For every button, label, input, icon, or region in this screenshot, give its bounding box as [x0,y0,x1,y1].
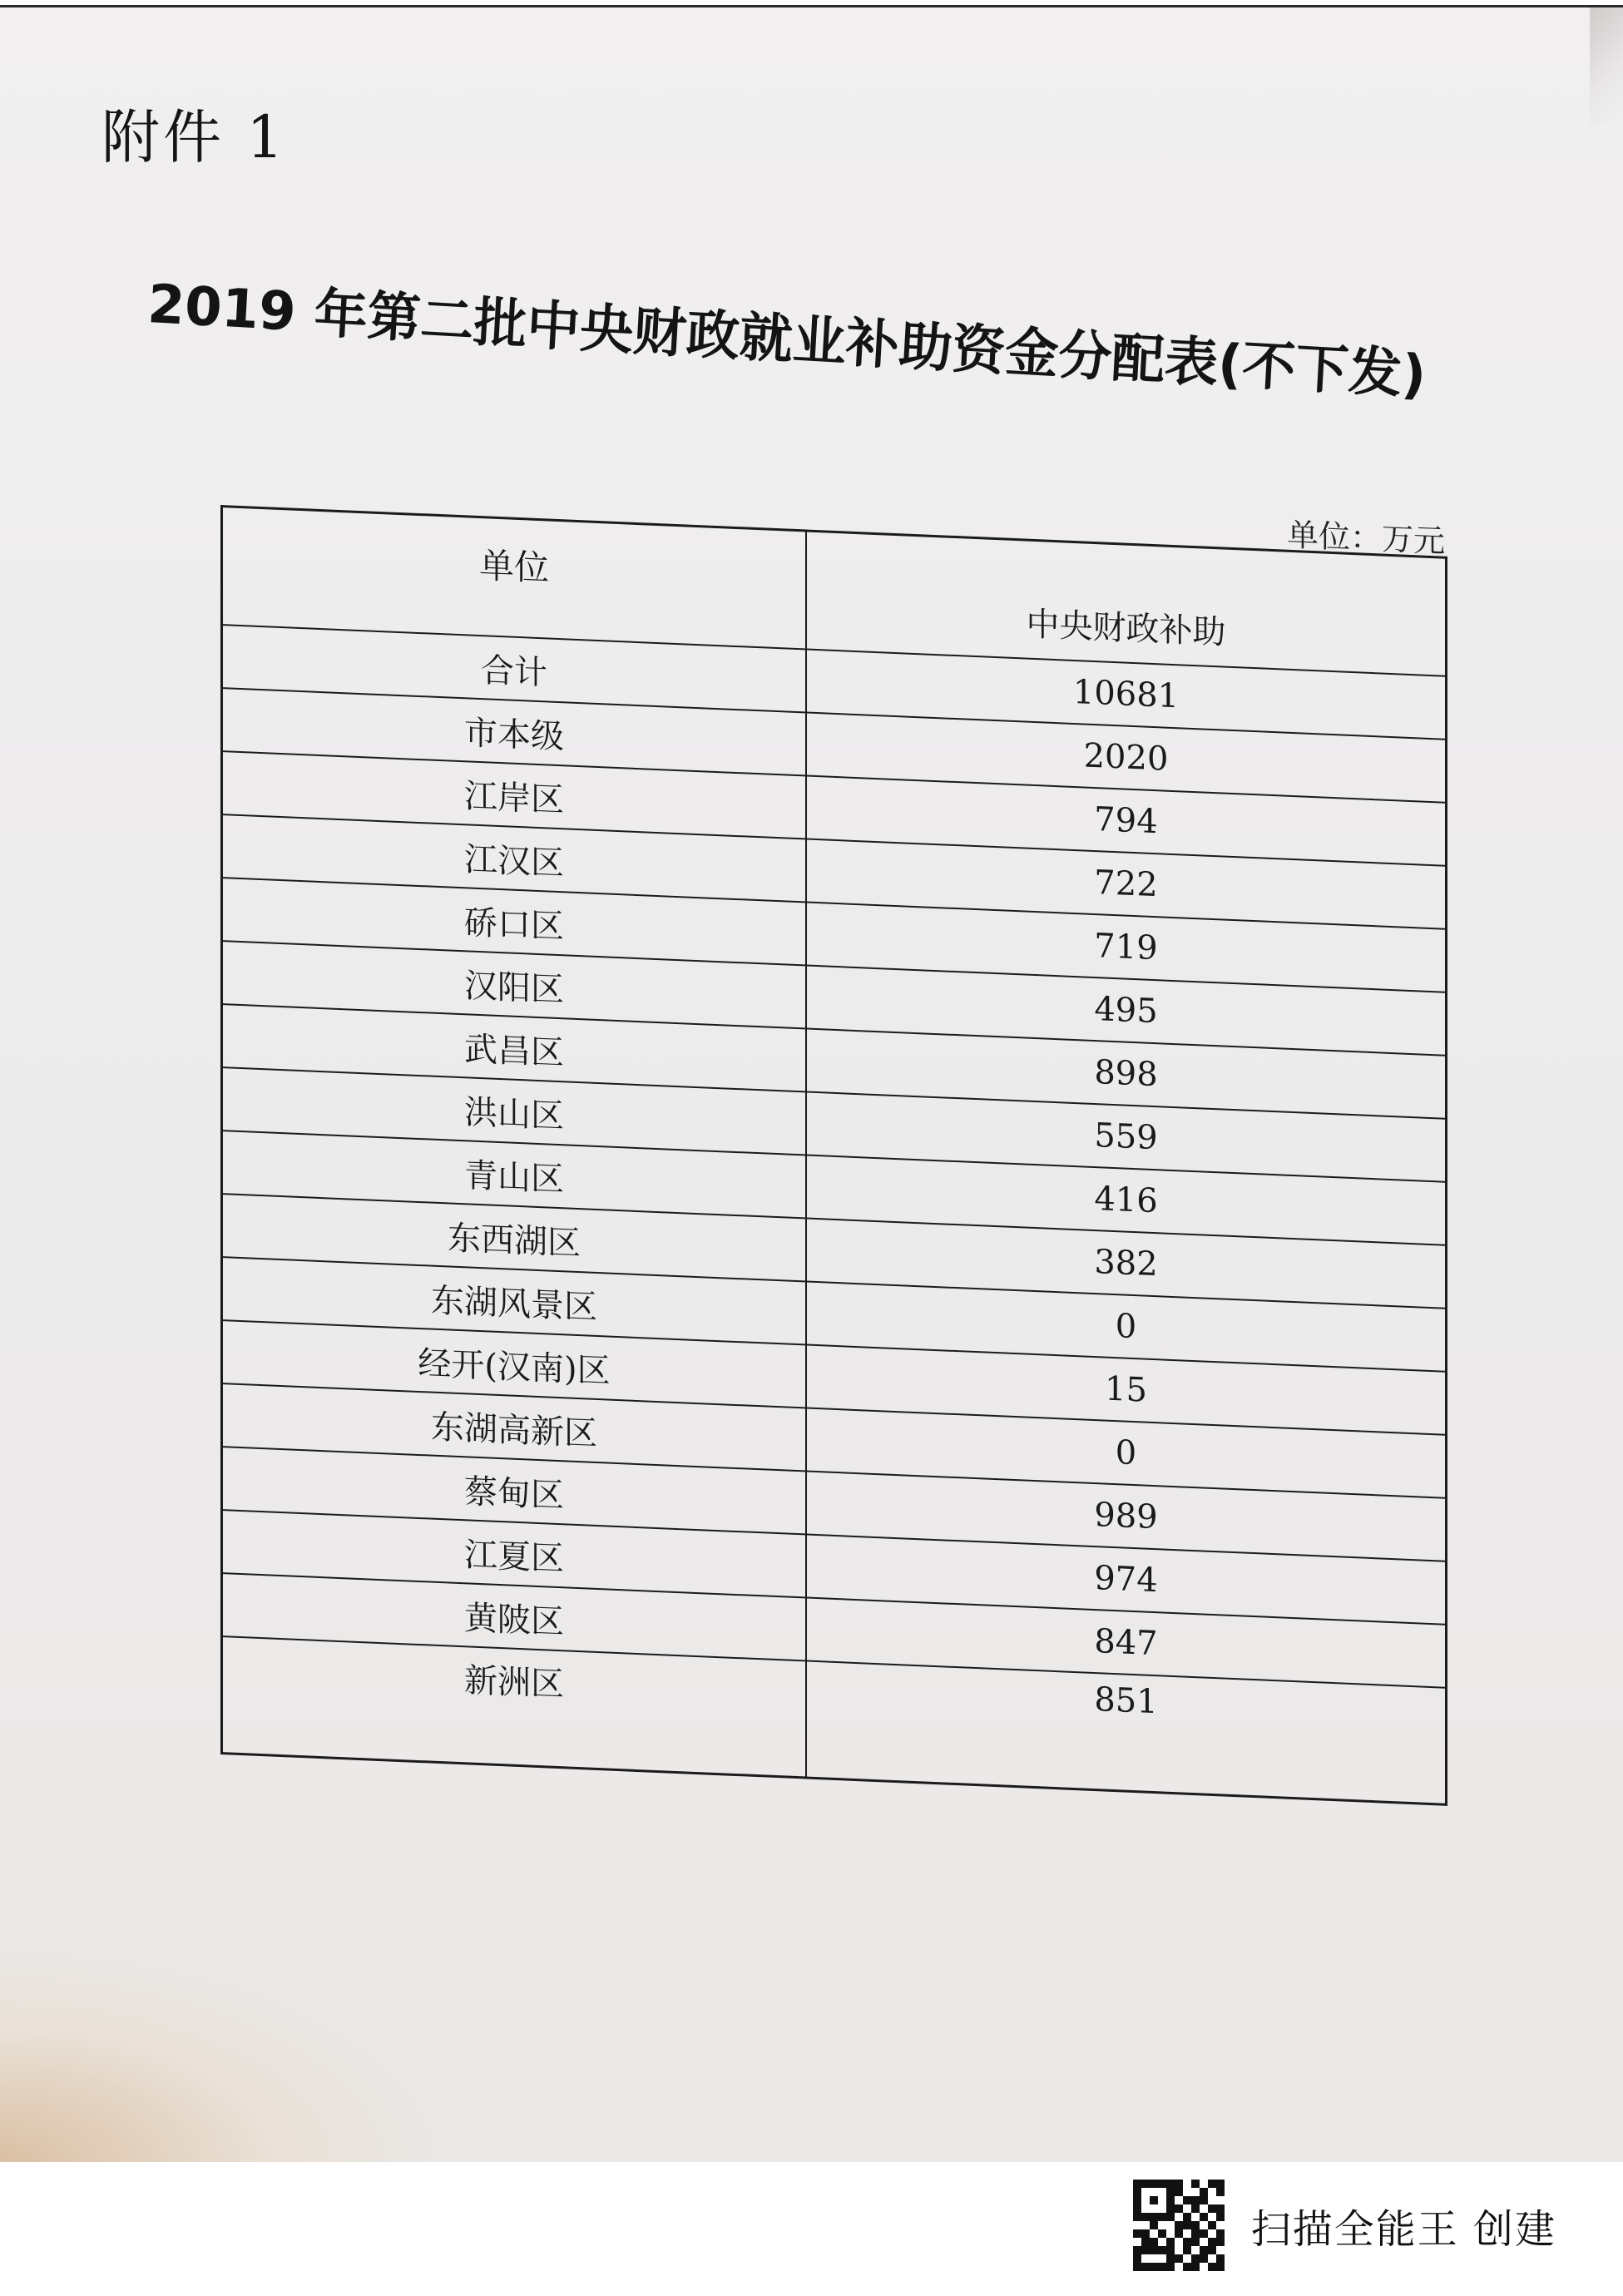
unit-cell: 市本级 [222,688,807,775]
unit-cell: 江岸区 [222,751,807,839]
amount-cell: 2020 [806,713,1447,803]
amount-cell: 847 [806,1598,1447,1688]
unit-cell: 黄陂区 [222,1573,807,1660]
amount-cell: 10681 [806,650,1447,740]
unit-cell: 东西湖区 [222,1194,807,1281]
unit-cell: 洪山区 [222,1067,807,1155]
unit-cell: 蔡甸区 [222,1447,807,1534]
scanner-text: 扫描全能王 创建 [1250,2205,1556,2253]
header-amount-label: 中央财政补助 [1026,605,1226,652]
scanner-watermark [1133,2175,1556,2275]
amount-cell: 989 [806,1472,1447,1561]
unit-cell: 新洲区 [222,1636,807,1778]
amount-cell: 0 [806,1408,1447,1498]
unit-cell: 东湖高新区 [222,1383,807,1471]
amount-cell: 722 [806,839,1447,929]
unit-cell: 合计 [222,625,807,712]
corner-shadow [0,1946,433,2162]
amount-cell: 0 [806,1282,1447,1372]
unit-cell: 东湖风景区 [222,1257,807,1344]
amount-cell: 719 [806,903,1447,992]
attachment-label: 附件 1 [101,103,287,171]
document-title: 2019 年第二批中央财政就业补助资金分配表(不下发) [146,274,1428,407]
allocation-table-container [220,505,1447,1806]
amount-cell: 794 [806,776,1447,866]
unit-cell: 武昌区 [222,1004,807,1091]
page-edge-shadow [1590,7,1623,124]
document-page [0,5,1623,2162]
allocation-table [220,505,1447,1806]
header-unit-label: 单位 [478,545,549,589]
amount-cell: 15 [806,1345,1447,1435]
amount-cell: 382 [806,1219,1447,1309]
unit-note: 单位：万元 [1286,516,1445,560]
unit-cell: 江汉区 [222,814,807,902]
unit-cell: 硚口区 [222,878,807,965]
amount-cell: 559 [806,1092,1447,1182]
unit-cell: 青山区 [222,1131,807,1218]
amount-cell: 416 [806,1155,1447,1245]
amount-cell: 898 [806,1029,1447,1119]
amount-cell: 974 [806,1535,1447,1625]
unit-cell: 江夏区 [222,1510,807,1597]
unit-cell: 汉阳区 [222,941,807,1028]
amount-cell: 495 [806,966,1447,1056]
amount-cell: 851 [806,1661,1447,1805]
qr-code-icon [1133,2180,1225,2271]
unit-cell: 经开(汉南)区 [222,1320,807,1408]
